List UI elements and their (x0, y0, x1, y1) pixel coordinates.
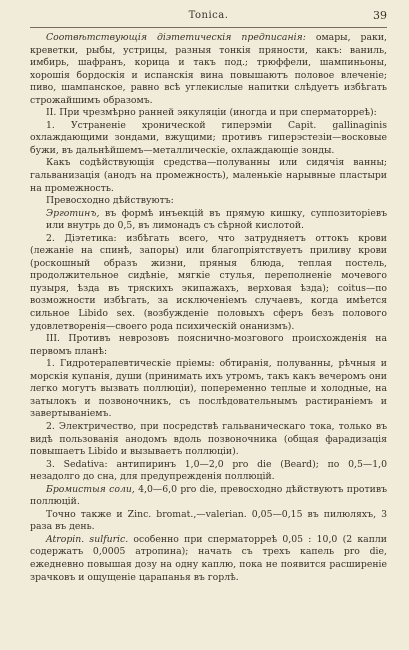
paragraph-10-text: 2. Электричество, при посредствѣ гальваническаго тока, только въ видѣ пользованія анодомъ вдоль позвоночника (общая фарадизація повышаетъ Libido и вызываетъ поллюціи). (30, 420, 387, 458)
paragraph-10 (30, 421, 387, 459)
paragraph-6 (30, 208, 387, 233)
paragraph-13 (30, 509, 387, 534)
paragraph-9-text: 1. Гидротерапевтическіе пріемы: обтиранія, полуванны, рѣчныя и морскія купанія, души (принимать ихъ утромъ, такъ какъ вечеромъ они легко могутъ вызвать поллюціи), попеременно теплые и холодные, на затылокъ и позвоночникъ, съ послѣдовательнымъ растираніемъ и завертываніемъ. (30, 358, 387, 420)
page-header (30, 8, 387, 26)
paragraph-12-emphasis: Бромистыя соли, (46, 483, 135, 495)
paragraph-9 (30, 358, 387, 421)
paragraph-8 (30, 333, 387, 358)
paragraph-7 (30, 233, 387, 333)
paragraph-7-text: 2. Діэтетика: избѣгать всего, что затрудняетъ оттокъ крови (лежаніе на спинѣ, запоры) или благопріятствуетъ приливу крови (роскошный образъ жизни, пряныя блюда, теплая постель, продолжительное сидѣніе, мягкіе стулья, переполненіе мочевого пузыря, ѣзда въ тряскихъ экипажахъ, верховая ѣзда); coitus—по возможности избѣгать, за исключеніемъ случаевъ, когда имѣется сильное Libido sex. (возбужденіе половыхъ сферъ безъ полового удовлетворенія—своего рода психическій онанизмъ). (30, 232, 387, 332)
paragraph-13-text: Точно также и Zinc. bromat.,—valerian. 0,05—0,15 въ пилюляхъ, 3 раза въ день. (30, 508, 387, 533)
paragraph-14-text: особенно при сперматорреѣ 0,05 : 10,0 (2 капли содержатъ 0,0005 атропина); начать съ трехъ капель pro die, ежедневно повышая дозу на одну каплю, пока не появится расширеніе зрачковъ и ощущеніе царапанья въ горлѣ. (30, 533, 387, 583)
paragraph-5-text: Превосходно дѣйствуютъ: (46, 195, 174, 207)
paragraph-3-text: 1. Устраненіе хронической гиперэміи Capit. gallinaginis охлаждающими зондами, вжущими; противъ гиперэстезіи—восковые бужи, въ дальнѣйшемъ—металлическіе, охлаждающіе зонды. (30, 119, 387, 156)
paragraph-2-text: II. При чрезмѣрно ранней эякуляціи (иногда и при сперматорреѣ): (46, 107, 377, 119)
paragraph-14-emphasis: Atropin. sulfuric. (46, 533, 129, 545)
paragraph-4-text: Какъ содѣйствующія средства—полуванны или сидячія ванны; гальванизація (анодъ на промежность), маленькіе нарывные пластыри на промежность. (30, 157, 387, 194)
paragraph-4 (30, 157, 387, 195)
paragraph-11-text: 3. Sedativa: антипиринъ 1,0—2,0 pro die (Beard); по 0,5—1,0 незадолго до сна, для предупрежденія поллюцій. (30, 458, 387, 483)
page-body (30, 32, 387, 584)
paragraph-14 (30, 534, 387, 584)
paragraph-6-emphasis: Эрготинъ, (46, 207, 100, 219)
paragraph-5 (30, 195, 387, 208)
paragraph-3 (30, 120, 387, 158)
paragraph-1-text: омары, раки, креветки, рыбы, устрицы, разныя тонкія пряности, какъ: ваниль, имбирь, шафранъ, корица и такъ под.; трюффели, шампиньоны, хорошія бордоскія и испанскія вина повышаютъ половое влеченіе; пиво, шампанское, равно всѣ углекислые напитки слѣдуетъ избѣгать строжайшимъ образомъ. (30, 32, 388, 106)
paragraph-2 (30, 107, 387, 120)
paragraph-12-text: 4,0—6,0 pro die, превосходно дѣйствуютъ противъ поллюцій. (30, 483, 387, 508)
paragraph-12 (30, 484, 387, 509)
paragraph-8-text: III. Противъ неврозовъ поясничнo-мозгового происхожденія на первомъ планѣ: (30, 333, 387, 357)
paragraph-6-text: въ формѣ инъекцій въ прямую кишку, суппозиторіевъ или внутрь до 0,5, въ лимонадъ съ сѣрной кислотой. (46, 207, 387, 232)
paragraph-1-emphasis: Соотвѣтствующія діэтетическія предписанія: (46, 32, 306, 43)
paragraph-1 (30, 32, 387, 107)
running-title: Tonica. (188, 10, 229, 21)
paragraph-11 (30, 459, 387, 484)
page-number: 39 (373, 9, 387, 22)
header-rule (30, 27, 387, 28)
